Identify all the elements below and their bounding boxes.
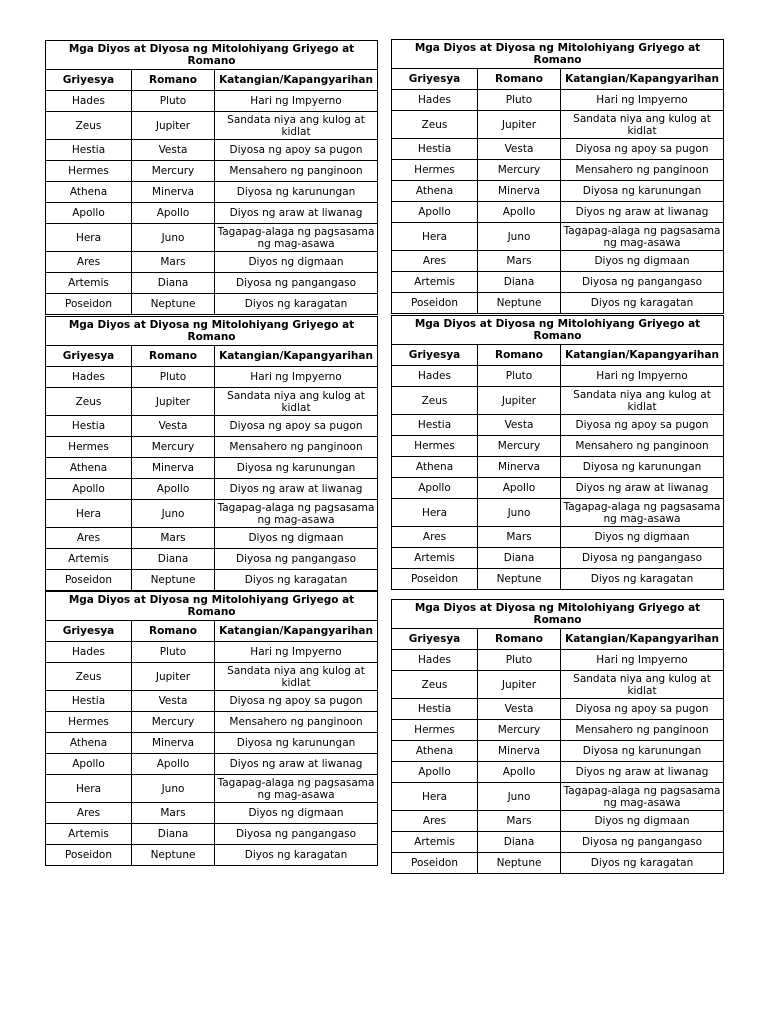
attribute: Diyosa ng apoy sa pugon <box>215 140 378 161</box>
greek-name: Hestia <box>392 699 478 720</box>
greek-name: Poseidon <box>46 570 132 591</box>
greek-name: Ares <box>392 811 478 832</box>
greek-name: Artemis <box>392 272 478 293</box>
roman-name: Minerva <box>478 741 561 762</box>
table-row <box>392 671 724 699</box>
greek-name: Hades <box>392 650 478 671</box>
roman-name: Apollo <box>132 754 215 775</box>
greek-name: Ares <box>46 528 132 549</box>
table-row <box>392 811 724 832</box>
greek-name: Ares <box>46 252 132 273</box>
attribute: Diyos ng araw at liwanag <box>561 202 724 223</box>
table-row <box>46 528 378 549</box>
table-row <box>392 181 724 202</box>
roman-name: Juno <box>478 783 561 811</box>
table-row <box>392 436 724 457</box>
roman-name: Pluto <box>132 367 215 388</box>
roman-name: Pluto <box>478 650 561 671</box>
greek-name: Hera <box>392 223 478 251</box>
table-row <box>46 775 378 803</box>
greek-name: Poseidon <box>392 293 478 314</box>
table-row <box>392 478 724 499</box>
roman-name: Neptune <box>478 293 561 314</box>
column-header-romano: Romano <box>132 70 215 91</box>
roman-name: Juno <box>132 500 215 528</box>
column-header-griyesya: Griyesya <box>392 345 478 366</box>
table-row <box>392 832 724 853</box>
table-row <box>46 416 378 437</box>
greek-name: Athena <box>46 182 132 203</box>
roman-name: Mars <box>478 527 561 548</box>
roman-name: Jupiter <box>478 111 561 139</box>
table-row <box>392 741 724 762</box>
roman-name: Diana <box>132 549 215 570</box>
table-row <box>46 549 378 570</box>
table-row <box>392 527 724 548</box>
greek-name: Zeus <box>46 663 132 691</box>
attribute: Sandata niya ang kulog at kidlat <box>561 387 724 415</box>
table-row <box>46 112 378 140</box>
gods-table-4 <box>391 315 724 590</box>
attribute: Diyosa ng apoy sa pugon <box>215 416 378 437</box>
table-row <box>392 853 724 874</box>
roman-name: Diana <box>478 548 561 569</box>
roman-name: Apollo <box>478 762 561 783</box>
greek-name: Artemis <box>392 832 478 853</box>
attribute: Mensahero ng panginoon <box>215 437 378 458</box>
roman-name: Vesta <box>478 699 561 720</box>
table-row <box>392 720 724 741</box>
attribute: Tagapag-alaga ng pagsasama ng mag-asawa <box>561 499 724 527</box>
table-card-4 <box>391 315 724 590</box>
roman-name: Mercury <box>132 161 215 182</box>
table-row <box>392 783 724 811</box>
greek-name: Hermes <box>392 436 478 457</box>
table-row <box>392 548 724 569</box>
table-row <box>392 90 724 111</box>
roman-name: Neptune <box>132 294 215 315</box>
greek-name: Artemis <box>392 548 478 569</box>
greek-name: Hestia <box>46 691 132 712</box>
greek-name: Hermes <box>46 712 132 733</box>
column-header-katangian: Katangian/Kapangyarihan <box>561 629 724 650</box>
greek-name: Hestia <box>46 140 132 161</box>
attribute: Diyosa ng karunungan <box>561 181 724 202</box>
roman-name: Juno <box>478 223 561 251</box>
greek-name: Zeus <box>392 111 478 139</box>
table-row <box>46 161 378 182</box>
column-header-romano: Romano <box>132 346 215 367</box>
greek-name: Artemis <box>46 273 132 294</box>
table-row <box>46 140 378 161</box>
attribute: Diyosa ng karunungan <box>215 733 378 754</box>
column-header-romano: Romano <box>132 621 215 642</box>
table-row <box>392 569 724 590</box>
column-header-romano: Romano <box>478 345 561 366</box>
table-row <box>46 642 378 663</box>
greek-name: Poseidon <box>392 569 478 590</box>
roman-name: Pluto <box>132 642 215 663</box>
table-title: Mga Diyos at Diyosa ng Mitolohiyang Griyego at Romano <box>392 316 724 345</box>
column-header-katangian: Katangian/Kapangyarihan <box>215 346 378 367</box>
greek-name: Hermes <box>46 161 132 182</box>
attribute: Sandata niya ang kulog at kidlat <box>561 111 724 139</box>
attribute: Diyos ng araw at liwanag <box>561 762 724 783</box>
table-row <box>392 415 724 436</box>
roman-name: Juno <box>478 499 561 527</box>
roman-name: Diana <box>132 273 215 294</box>
greek-name: Hestia <box>392 415 478 436</box>
attribute: Mensahero ng panginoon <box>215 712 378 733</box>
greek-name: Ares <box>46 803 132 824</box>
table-card-3 <box>45 316 378 591</box>
table-title: Mga Diyos at Diyosa ng Mitolohiyang Griyego at Romano <box>392 40 724 69</box>
attribute: Tagapag-alaga ng pagsasama ng mag-asawa <box>561 223 724 251</box>
table-row <box>392 366 724 387</box>
greek-name: Apollo <box>392 478 478 499</box>
table-row <box>46 367 378 388</box>
column-header-romano: Romano <box>478 69 561 90</box>
greek-name: Athena <box>392 181 478 202</box>
table-row <box>392 251 724 272</box>
attribute: Mensahero ng panginoon <box>561 436 724 457</box>
roman-name: Mercury <box>478 160 561 181</box>
attribute: Diyosa ng pangangaso <box>215 549 378 570</box>
table-row <box>46 754 378 775</box>
column-header-griyesya: Griyesya <box>392 629 478 650</box>
table-row <box>392 650 724 671</box>
table-row <box>46 663 378 691</box>
attribute: Diyos ng karagatan <box>215 845 378 866</box>
table-row <box>46 388 378 416</box>
attribute: Diyosa ng karunungan <box>561 741 724 762</box>
roman-name: Mars <box>132 252 215 273</box>
column-header-katangian: Katangian/Kapangyarihan <box>561 69 724 90</box>
greek-name: Zeus <box>392 387 478 415</box>
roman-name: Jupiter <box>478 671 561 699</box>
table-row <box>46 252 378 273</box>
attribute: Diyosa ng karunungan <box>215 182 378 203</box>
attribute: Hari ng Impyerno <box>561 366 724 387</box>
greek-name: Apollo <box>46 203 132 224</box>
attribute: Diyos ng araw at liwanag <box>215 754 378 775</box>
attribute: Mensahero ng panginoon <box>561 720 724 741</box>
table-row <box>46 500 378 528</box>
greek-name: Hera <box>392 783 478 811</box>
attribute: Diyos ng araw at liwanag <box>215 203 378 224</box>
table-row <box>46 182 378 203</box>
roman-name: Mars <box>132 528 215 549</box>
roman-name: Minerva <box>478 457 561 478</box>
roman-name: Vesta <box>132 140 215 161</box>
table-title: Mga Diyos at Diyosa ng Mitolohiyang Griyego at Romano <box>46 41 378 70</box>
greek-name: Hades <box>392 90 478 111</box>
table-row <box>46 803 378 824</box>
attribute: Diyos ng digmaan <box>561 527 724 548</box>
table-row <box>392 699 724 720</box>
greek-name: Hera <box>46 224 132 252</box>
table-row <box>46 203 378 224</box>
roman-name: Vesta <box>478 415 561 436</box>
gods-table-1 <box>45 40 378 315</box>
roman-name: Jupiter <box>132 112 215 140</box>
roman-name: Pluto <box>478 90 561 111</box>
greek-name: Poseidon <box>46 845 132 866</box>
attribute: Diyos ng karagatan <box>561 569 724 590</box>
table-title: Mga Diyos at Diyosa ng Mitolohiyang Griyego at Romano <box>46 317 378 346</box>
roman-name: Mars <box>132 803 215 824</box>
attribute: Hari ng Impyerno <box>561 90 724 111</box>
attribute: Diyosa ng apoy sa pugon <box>215 691 378 712</box>
roman-name: Minerva <box>132 182 215 203</box>
attribute: Diyosa ng pangangaso <box>215 824 378 845</box>
attribute: Diyos ng araw at liwanag <box>561 478 724 499</box>
attribute: Diyosa ng pangangaso <box>561 548 724 569</box>
attribute: Tagapag-alaga ng pagsasama ng mag-asawa <box>215 500 378 528</box>
greek-name: Hades <box>46 367 132 388</box>
table-row <box>46 570 378 591</box>
roman-name: Mercury <box>132 437 215 458</box>
roman-name: Vesta <box>132 691 215 712</box>
greek-name: Poseidon <box>46 294 132 315</box>
greek-name: Hestia <box>392 139 478 160</box>
roman-name: Neptune <box>132 845 215 866</box>
gods-table-3 <box>45 316 378 591</box>
attribute: Mensahero ng panginoon <box>561 160 724 181</box>
greek-name: Hera <box>392 499 478 527</box>
column-header-katangian: Katangian/Kapangyarihan <box>215 621 378 642</box>
attribute: Diyosa ng apoy sa pugon <box>561 699 724 720</box>
table-row <box>392 202 724 223</box>
table-row <box>392 139 724 160</box>
column-header-katangian: Katangian/Kapangyarihan <box>561 345 724 366</box>
attribute: Hari ng Impyerno <box>561 650 724 671</box>
greek-name: Ares <box>392 251 478 272</box>
greek-name: Zeus <box>46 112 132 140</box>
attribute: Diyos ng digmaan <box>561 811 724 832</box>
attribute: Diyos ng karagatan <box>215 570 378 591</box>
column-header-griyesya: Griyesya <box>46 621 132 642</box>
roman-name: Minerva <box>132 458 215 479</box>
roman-name: Diana <box>132 824 215 845</box>
roman-name: Mercury <box>478 436 561 457</box>
roman-name: Vesta <box>132 416 215 437</box>
attribute: Sandata niya ang kulog at kidlat <box>561 671 724 699</box>
table-row <box>46 479 378 500</box>
attribute: Diyos ng digmaan <box>561 251 724 272</box>
attribute: Diyosa ng pangangaso <box>561 272 724 293</box>
greek-name: Hera <box>46 500 132 528</box>
greek-name: Apollo <box>46 754 132 775</box>
roman-name: Juno <box>132 224 215 252</box>
table-row <box>392 762 724 783</box>
greek-name: Hades <box>46 642 132 663</box>
roman-name: Mars <box>478 811 561 832</box>
table-card-5 <box>45 591 378 866</box>
table-row <box>46 437 378 458</box>
greek-name: Apollo <box>392 202 478 223</box>
table-row <box>392 457 724 478</box>
attribute: Diyos ng karagatan <box>561 293 724 314</box>
roman-name: Diana <box>478 832 561 853</box>
greek-name: Hermes <box>46 437 132 458</box>
attribute: Tagapag-alaga ng pagsasama ng mag-asawa <box>215 775 378 803</box>
table-row <box>46 691 378 712</box>
attribute: Sandata niya ang kulog at kidlat <box>215 112 378 140</box>
attribute: Diyosa ng apoy sa pugon <box>561 415 724 436</box>
table-row <box>46 294 378 315</box>
greek-name: Hermes <box>392 720 478 741</box>
table-row <box>46 224 378 252</box>
attribute: Tagapag-alaga ng pagsasama ng mag-asawa <box>561 783 724 811</box>
greek-name: Athena <box>392 457 478 478</box>
table-row <box>392 499 724 527</box>
column-header-katangian: Katangian/Kapangyarihan <box>215 70 378 91</box>
column-header-griyesya: Griyesya <box>46 346 132 367</box>
roman-name: Pluto <box>132 91 215 112</box>
roman-name: Jupiter <box>478 387 561 415</box>
attribute: Diyos ng digmaan <box>215 803 378 824</box>
roman-name: Diana <box>478 272 561 293</box>
table-card-6 <box>391 599 724 874</box>
greek-name: Athena <box>46 733 132 754</box>
attribute: Diyos ng digmaan <box>215 252 378 273</box>
roman-name: Mars <box>478 251 561 272</box>
greek-name: Zeus <box>46 388 132 416</box>
roman-name: Mercury <box>478 720 561 741</box>
table-row <box>46 91 378 112</box>
table-card-1 <box>45 40 378 315</box>
roman-name: Apollo <box>478 478 561 499</box>
attribute: Tagapag-alaga ng pagsasama ng mag-asawa <box>215 224 378 252</box>
greek-name: Athena <box>46 458 132 479</box>
roman-name: Mercury <box>132 712 215 733</box>
roman-name: Vesta <box>478 139 561 160</box>
gods-table-5 <box>45 591 378 866</box>
table-row <box>46 845 378 866</box>
table-row <box>392 160 724 181</box>
column-header-romano: Romano <box>478 629 561 650</box>
attribute: Diyos ng digmaan <box>215 528 378 549</box>
roman-name: Neptune <box>132 570 215 591</box>
gods-table-2 <box>391 39 724 314</box>
column-header-griyesya: Griyesya <box>46 70 132 91</box>
greek-name: Hermes <box>392 160 478 181</box>
greek-name: Hades <box>392 366 478 387</box>
table-row <box>46 458 378 479</box>
attribute: Hari ng Impyerno <box>215 91 378 112</box>
greek-name: Poseidon <box>392 853 478 874</box>
column-header-griyesya: Griyesya <box>392 69 478 90</box>
attribute: Diyos ng karagatan <box>561 853 724 874</box>
roman-name: Jupiter <box>132 663 215 691</box>
attribute: Sandata niya ang kulog at kidlat <box>215 663 378 691</box>
roman-name: Pluto <box>478 366 561 387</box>
roman-name: Minerva <box>478 181 561 202</box>
greek-name: Ares <box>392 527 478 548</box>
roman-name: Minerva <box>132 733 215 754</box>
greek-name: Zeus <box>392 671 478 699</box>
attribute: Diyosa ng pangangaso <box>215 273 378 294</box>
roman-name: Neptune <box>478 853 561 874</box>
table-row <box>392 293 724 314</box>
table-row <box>46 712 378 733</box>
table-title: Mga Diyos at Diyosa ng Mitolohiyang Griyego at Romano <box>46 592 378 621</box>
greek-name: Artemis <box>46 549 132 570</box>
attribute: Hari ng Impyerno <box>215 642 378 663</box>
roman-name: Apollo <box>132 479 215 500</box>
table-row <box>46 824 378 845</box>
greek-name: Apollo <box>392 762 478 783</box>
attribute: Diyos ng karagatan <box>215 294 378 315</box>
greek-name: Artemis <box>46 824 132 845</box>
table-row <box>46 273 378 294</box>
greek-name: Hera <box>46 775 132 803</box>
roman-name: Jupiter <box>132 388 215 416</box>
table-card-2 <box>391 39 724 314</box>
table-row <box>392 111 724 139</box>
attribute: Diyosa ng apoy sa pugon <box>561 139 724 160</box>
attribute: Diyosa ng pangangaso <box>561 832 724 853</box>
table-title: Mga Diyos at Diyosa ng Mitolohiyang Griyego at Romano <box>392 600 724 629</box>
attribute: Mensahero ng panginoon <box>215 161 378 182</box>
attribute: Sandata niya ang kulog at kidlat <box>215 388 378 416</box>
attribute: Diyosa ng karunungan <box>561 457 724 478</box>
table-row <box>392 272 724 293</box>
roman-name: Juno <box>132 775 215 803</box>
table-row <box>392 223 724 251</box>
greek-name: Apollo <box>46 479 132 500</box>
attribute: Diyos ng araw at liwanag <box>215 479 378 500</box>
greek-name: Hades <box>46 91 132 112</box>
table-row <box>46 733 378 754</box>
greek-name: Hestia <box>46 416 132 437</box>
roman-name: Apollo <box>478 202 561 223</box>
roman-name: Apollo <box>132 203 215 224</box>
attribute: Hari ng Impyerno <box>215 367 378 388</box>
gods-table-6 <box>391 599 724 874</box>
greek-name: Athena <box>392 741 478 762</box>
roman-name: Neptune <box>478 569 561 590</box>
table-row <box>392 387 724 415</box>
attribute: Diyosa ng karunungan <box>215 458 378 479</box>
